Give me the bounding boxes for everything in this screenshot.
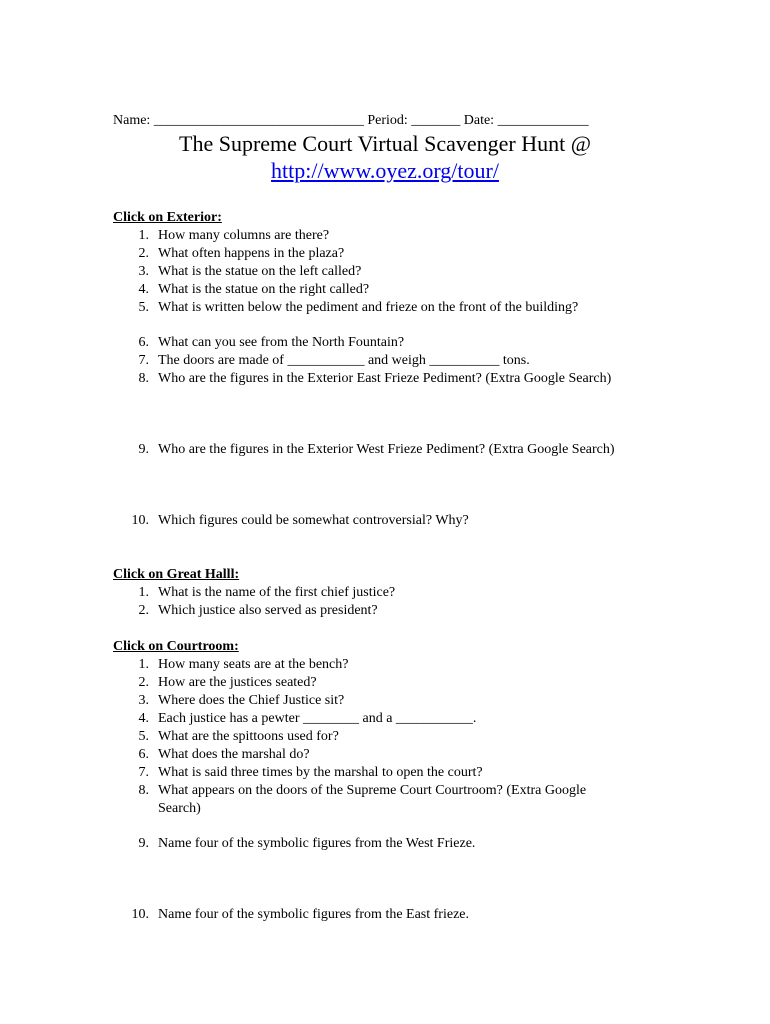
question-text: Search) — [158, 801, 201, 816]
question-text: Each justice has a pewter ________ and a ___________. — [158, 711, 477, 726]
question-text: How are the justices seated? — [158, 675, 317, 690]
question-text: Name four of the symbolic figures from the West Frieze. — [158, 836, 476, 851]
question-text: What is said three times by the marshal to open the court? — [158, 765, 483, 780]
section-heading-exterior: Click on Exterior: — [113, 210, 222, 225]
question-number: 10. — [131, 907, 149, 922]
question-number: 1. — [138, 228, 149, 243]
question-number: 5. — [138, 300, 149, 315]
question-number: 7. — [138, 353, 149, 368]
question-number: 1. — [138, 657, 149, 672]
question-text: Who are the figures in the Exterior West Frieze Pediment? (Extra Google Search) — [158, 442, 615, 457]
question-number: 3. — [138, 693, 149, 708]
question-number: 10. — [131, 513, 149, 528]
tour-link[interactable]: http://www.oyez.org/tour/ — [271, 158, 499, 183]
question-text: What often happens in the plaza? — [158, 246, 345, 261]
question-text: What appears on the doors of the Supreme Court Courtroom? (Extra Google — [158, 783, 587, 798]
section-heading-great-hall: Click on Great Halll: — [113, 567, 240, 582]
question-text: The doors are made of ___________ and weigh __________ tons. — [158, 353, 530, 368]
question-number: 6. — [138, 335, 149, 350]
tour-url — [0, 158, 770, 184]
section-heading-courtroom: Click on Courtroom: — [113, 639, 239, 654]
question-text: Which figures could be somewhat controversial? Why? — [158, 513, 469, 528]
name-period-date-line: Name: ______________________________ Period: _______ Date: _____________ — [113, 113, 589, 128]
question-text: How many seats are at the bench? — [158, 657, 349, 672]
question-number: 4. — [138, 711, 149, 726]
question-number: 7. — [138, 765, 149, 780]
question-text: What is the statue on the left called? — [158, 264, 362, 279]
question-text: What is the name of the first chief justice? — [158, 585, 396, 600]
question-number: 3. — [138, 264, 149, 279]
page-title: The Supreme Court Virtual Scavenger Hunt @ — [179, 131, 591, 156]
question-number: 6. — [138, 747, 149, 762]
question-number: 5. — [138, 729, 149, 744]
question-number: 2. — [138, 675, 149, 690]
question-number: 9. — [138, 836, 149, 851]
question-number: 1. — [138, 585, 149, 600]
question-text: Where does the Chief Justice sit? — [158, 693, 345, 708]
question-text: What does the marshal do? — [158, 747, 310, 762]
question-text: Who are the figures in the Exterior East Frieze Pediment? (Extra Google Search) — [158, 371, 612, 386]
question-number: 2. — [138, 603, 149, 618]
question-text: What are the spittoons used for? — [158, 729, 339, 744]
question-number: 9. — [138, 442, 149, 457]
question-text: What is the statue on the right called? — [158, 282, 370, 297]
question-text: What is written below the pediment and frieze on the front of the building? — [158, 300, 579, 315]
question-text: Name four of the symbolic figures from the East frieze. — [158, 907, 470, 922]
question-number: 4. — [138, 282, 149, 297]
question-number: 8. — [138, 783, 149, 798]
question-number: 2. — [138, 246, 149, 261]
question-text: How many columns are there? — [158, 228, 330, 243]
question-text: Which justice also served as president? — [158, 603, 378, 618]
question-number: 8. — [138, 371, 149, 386]
question-text: What can you see from the North Fountain? — [158, 335, 405, 350]
